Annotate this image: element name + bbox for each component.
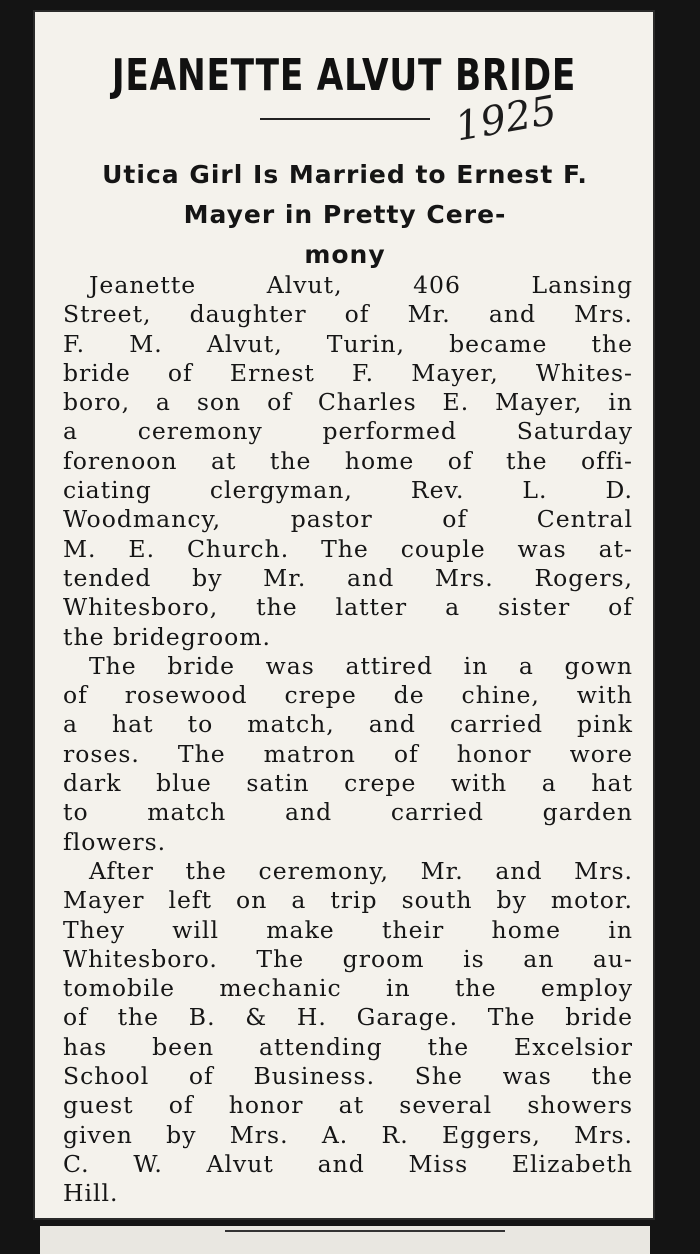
article-line: After the ceremony, Mr. and Mrs. [89, 856, 633, 885]
article-line: They will make their home in [63, 915, 633, 944]
article-line: Whitesboro, the latter a sister of [63, 593, 633, 622]
article-line: the bridegroom. [63, 622, 272, 651]
article-line: tended by Mr. and Mrs. Rogers, [63, 563, 633, 592]
article-line: a hat to match, and carried pink [63, 710, 633, 739]
article-line: a ceremony performed Saturday [63, 417, 633, 446]
article-line: Woodmancy, pastor of Central [63, 505, 633, 534]
article-line: Mayer left on a trip south by motor. [63, 886, 633, 915]
subheadline-line: Utica Girl Is Married to Ernest F. [102, 160, 588, 189]
newspaper-clipping [33, 10, 655, 1220]
article-line: M. E. Church. The couple was at- [63, 534, 633, 563]
article-body [63, 271, 633, 1209]
article-line: forenoon at the home of the offi- [63, 446, 633, 475]
headline-rule [260, 118, 430, 120]
article-line: C. W. Alvut and Miss Elizabeth [63, 1149, 633, 1178]
article-line: Whitesboro. The groom is an au- [63, 944, 633, 973]
subheadline-line: Mayer in Pretty Cere- [183, 200, 507, 229]
article-line: Hill. [63, 1179, 119, 1208]
article-line: of the B. & H. Garage. The bride [63, 1003, 633, 1032]
article-line: The bride was attired in a gown [89, 651, 633, 680]
article-line: School of Business. She was the [63, 1062, 633, 1091]
bottom-rule [225, 1230, 505, 1232]
article-line: ciating clergyman, Rev. L. D. [63, 476, 633, 505]
article-line: flowers. [63, 827, 167, 856]
article-line: boro, a son of Charles E. Mayer, in [63, 388, 633, 417]
article-line: to match and carried garden [63, 798, 633, 827]
article-line: roses. The matron of honor wore [63, 739, 633, 768]
article-line: Jeanette Alvut, 406 Lansing [89, 271, 633, 299]
article-line: F. M. Alvut, Turin, became the [63, 329, 633, 358]
handwritten-year: 1925 [451, 87, 561, 151]
article-line: tomobile mechanic in the employ [63, 974, 633, 1003]
article-line: given by Mrs. A. R. Eggers, Mrs. [63, 1120, 633, 1149]
article-line: guest of honor at several showers [63, 1091, 633, 1120]
article-line: has been attending the Excelsior [63, 1032, 633, 1061]
subheadline [55, 155, 635, 275]
article-line: Street, daughter of Mr. and Mrs. [63, 300, 633, 329]
article-line: dark blue satin crepe with a hat [63, 769, 633, 798]
article-line: bride of Ernest F. Mayer, Whites- [63, 358, 633, 387]
subheadline-line: mony [304, 240, 386, 269]
headline: JEANETTE ALVUT BRIDE [111, 50, 577, 101]
article-line: of rosewood crepe de chine, with [63, 681, 633, 710]
